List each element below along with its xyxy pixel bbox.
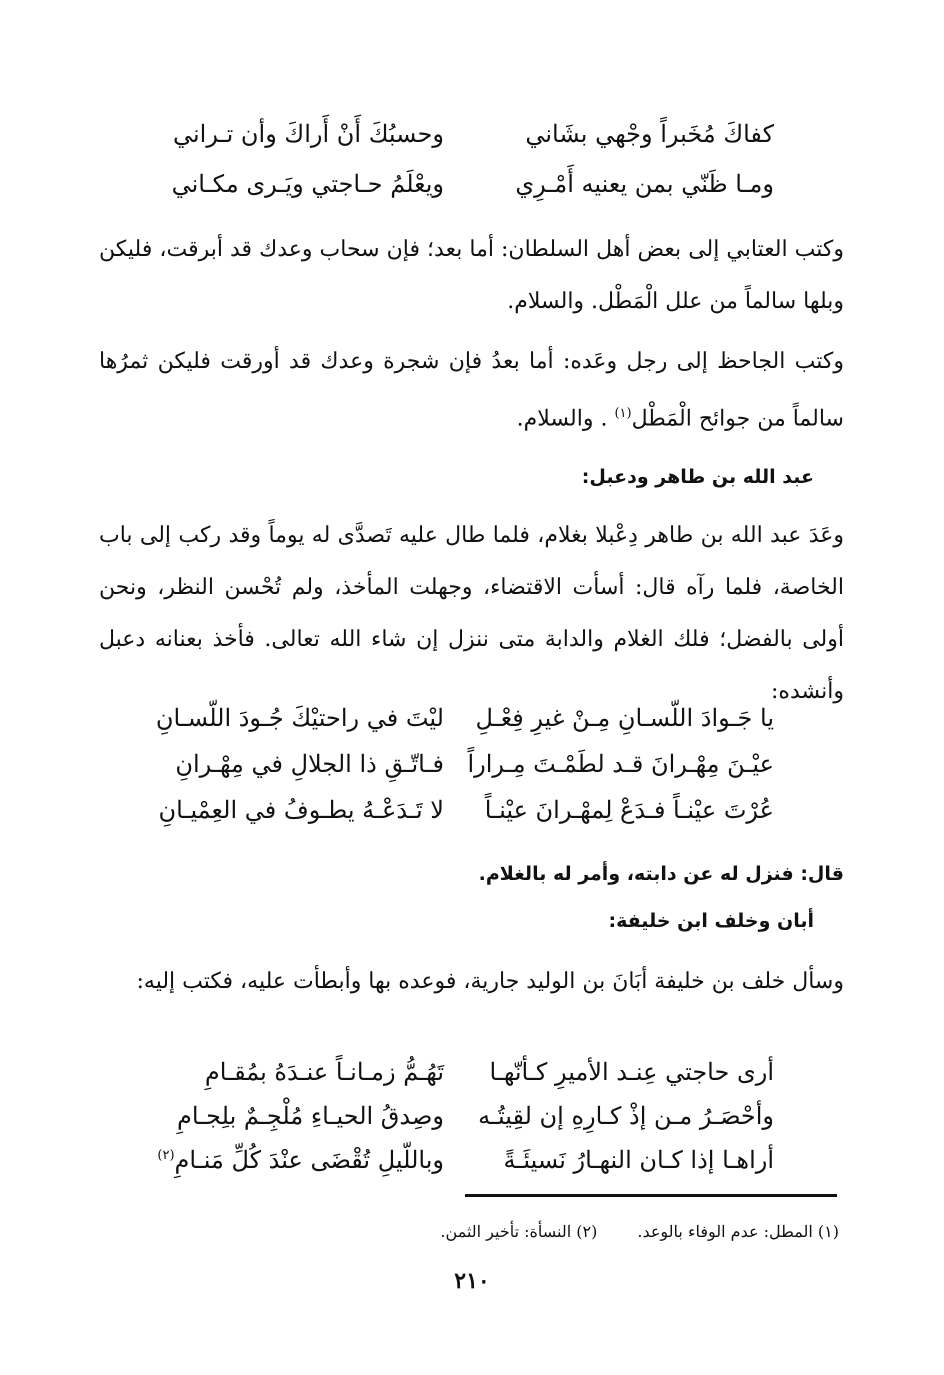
footnote-ref-2: (٢) [157, 1148, 175, 1163]
section-heading-abdullah-dibil: عبد الله بن طاهر ودعبل: [581, 466, 814, 488]
paragraph-dibil-result: قال: فنزل له عن دابته، وأمر له بالغلام. [478, 863, 844, 885]
poem1-line1-second-hemistich: وحسبُكَ أَنْ أَراكَ وأن تـراني [172, 120, 444, 148]
poem3-line1-first-hemistich: أرى حاجتي عِنـد الأميرِ كـأنّهـا [489, 1058, 774, 1086]
poem2-line1-second-hemistich: ليْتَ في راحتيْكَ جُـودَ اللّسـانِ [155, 704, 444, 732]
page-number: ٢١٠ [454, 1268, 490, 1294]
poem1-line1-first-hemistich: كفاكَ مُخَبراً وجْهي بشَاني [525, 120, 774, 148]
footnotes [440, 1222, 839, 1241]
paragraph-jahiz-closing: . والسلام. [516, 406, 608, 432]
paragraph-jahiz-text: وكتب الجاحظ إلى رجل وعَده: أما بعدُ فإن شجرة وعدك قد أورقت فليكن ثمرُها سالماً من جوائح الْمَطْل [99, 349, 844, 432]
poem3-line1-second-hemistich: تَهُـمُّ زمـانـاً عنـدَهُ بمُقـامِ [204, 1058, 444, 1086]
poem2-line3-first-hemistich: عُرْتَ عيْنـاً فـدَعْ لِمهْـرانَ عيْنـاً [484, 796, 774, 824]
poem3-line3-second-hemistich [64, 1148, 444, 1172]
footnote-2: (٢) النسأة: تأخير الثمن. [440, 1222, 598, 1241]
footnote-ref-1: (١) [614, 406, 632, 421]
footnote-separator [465, 1194, 837, 1197]
poem3-line2-first-hemistich: وأحْصَـرُ مـن إذْ كـارِهِ إن لقِيتُـه [478, 1102, 774, 1130]
poem3-line3-first-hemistich: أراهـا إذا كـان النهـارُ نَسيئَـةً [503, 1146, 774, 1174]
paragraph-jahiz [99, 336, 844, 445]
poem1-line2-first-hemistich: ومـا ظَنّي بمن يعنيه أَمْـرِي [515, 170, 774, 198]
paragraph-abdullah-dibil: وعَدَ عبد الله بن طاهر دِعْبلا بغلام، فلما طال عليه تَصدَّى له يوماً وقد ركب إلى باب الخاصة، فلما رآه قال: أسأت الاقتضاء، وجهلت المأخذ، ولم تُحْسن النظر، ونحن أولى بالفضل؛ فلك الغلام والدابة متى ننزل إن شاء الله تعالى. فأخذ بعنانه دعبل وأنشده: [99, 523, 844, 704]
poem3-line2-second-hemistich: وصِدقُ الحيـاءِ مُلْجِـمٌ بلِجـامِ [176, 1102, 444, 1130]
section-heading-aban-khalaf: أبان وخلف ابن خليفة: [608, 910, 814, 932]
poem2-line2-second-hemistich: فـاتّـقِ ذا الجلالِ في مِهْـرانِ [175, 750, 444, 778]
poem2-line1-first-hemistich: يا جَـوادَ اللّسـانِ مِـنْ غيرِ فِعْـلِ [475, 704, 774, 732]
poem2-line2-first-hemistich: عيْـنَ مِهْـرانَ قـد لطَمْـتَ مِـراراً [467, 750, 774, 778]
paragraph-khalaf: وسأل خلف بن خليفة أبَانَ بن الوليد جارية، فوعده بها وأبطأت عليه، فكتب إليه: [136, 969, 844, 994]
poem2-line3-second-hemistich: لا تَـدَعْـهُ يطـوفُ في العِمْيـانِ [158, 796, 444, 824]
footnote-1: (١) المطل: عدم الوفاء بالوعد. [637, 1222, 839, 1241]
poem1-line2-second-hemistich: ويعْلَمُ حـاجتي ويَـرى مكـاني [171, 170, 444, 198]
paragraph-attabi: وكتب العتابي إلى بعض أهل السلطان: أما بعد؛ فإن سحاب وعدك قد أبرقت، فليكن وبلها سالماً من علل الْمَطْل. والسلام. [99, 237, 844, 314]
poem3-line3-second-hemistich-text: وباللّيلِ تُقْضَى عنْدَ كُلِّ مَنـامِ [174, 1146, 444, 1174]
